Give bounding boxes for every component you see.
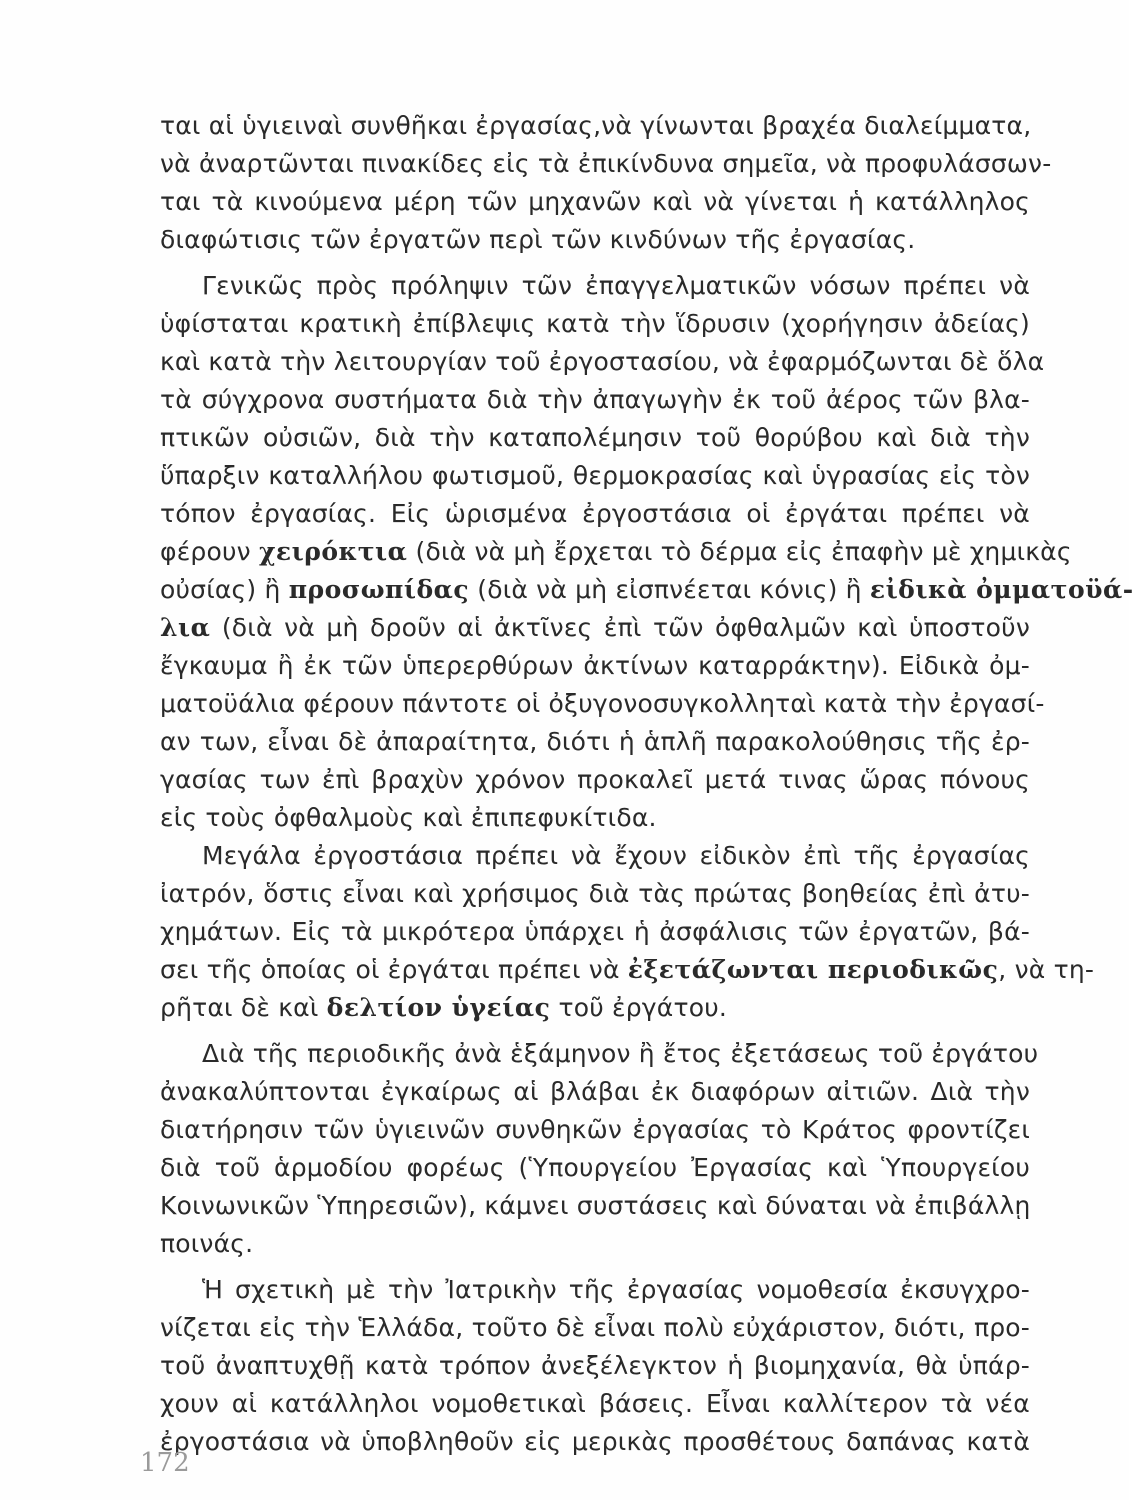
line-segment: ρῆται δὲ καὶ [160,993,327,1022]
text-line: τὰ σύγχρονα συστήματα διὰ τὴν ἀπαγωγὴν ἐκ τοῦ ἀέρος τῶν βλα- [160,385,1030,414]
text-line [160,954,1095,986]
line-segment: (διὰ νὰ μὴ ἔρχεται τὸ δέρμα εἰς ἐπαφὴν μὲ χημικὰς [407,537,1072,566]
text-line: αν των, εἶναι δὲ ἀπαραίτητα, διότι ἡ ἁπλῆ παρακολούθησις τῆς ἐρ- [160,727,1030,756]
text-line: ποινάς. [160,1229,254,1258]
text-line: ται αἱ ὑγιειναὶ συνθῆκαι ἐργασίας,νὰ γίνωνται βραχέα διαλείμματα, [160,111,1032,140]
text-line: Ἡ σχετικὴ μὲ τὴν Ἰατρικὴν τῆς ἐργασίας νομοθεσία ἐκσυγχρο- [202,1275,1030,1304]
text-line: διὰ τοῦ ἁρμοδίου φορέως (Ὑπουργείου Ἐργασίας καὶ Ὑπουργείου [160,1153,1030,1182]
text-line: ματοϋάλια φέρουν πάντοτε οἱ ὀξυγονοσυγκολληταὶ κατὰ τὴν ἐργασί- [160,689,1045,718]
text-line: Μεγάλα ἐργοστάσια πρέπει νὰ ἔχουν εἰδικὸν ἐπὶ τῆς ἐργασίας [202,841,1030,870]
emphasized-term: εἰδικὰ ὀμματοϋά- [869,575,1134,604]
line-segment: σει τῆς ὁποίας οἱ ἐργάται πρέπει νὰ [160,955,628,984]
text-line: ἰατρόν, ὅστις εἶναι καὶ χρήσιμος διὰ τὰς πρώτας βοηθείας ἐπὶ ἀτυ- [160,879,1030,908]
text-line: χουν αἱ κατάλληλοι νομοθετικαὶ βάσεις. Εἶναι καλλίτερον τὰ νέα [160,1389,1030,1418]
emphasized-term: ἐξετάζωνται περιοδικῶς [627,955,999,984]
emphasized-term: χειρόκτια [258,537,408,566]
text-line: πτικῶν οὐσιῶν, διὰ τὴν καταπολέμησιν τοῦ θορύβου καὶ διὰ τὴν [160,423,1030,452]
text-line: εἰς τοὺς ὀφθαλμοὺς καὶ ἐπιπεφυκίτιδα. [160,803,657,832]
text-line: τοῦ ἀναπτυχθῇ κατὰ τρόπον ἀνεξέλεγκτον ἡ βιομηχανία, θὰ ὑπάρ- [160,1351,1030,1380]
text-line: ἐργοστάσια νὰ ὑποβληθοῦν εἰς μερικὰς προσθέτους δαπάνας κατὰ [160,1427,1030,1456]
line-segment: φέρουν [160,537,259,566]
line-segment: , νὰ τη- [998,955,1095,984]
text-line: Γενικῶς πρὸς πρόληψιν τῶν ἐπαγγελματικῶν νόσων πρέπει νὰ [202,271,1030,300]
text-line: ται τὰ κινούμενα μέρη τῶν μηχανῶν καὶ νὰ γίνεται ἡ κατάλληλος [160,187,1030,216]
text-line [160,992,1030,1024]
emphasized-term: δελτίον ὑγείας [326,993,551,1022]
text-line: ἔγκαυμα ἢ ἐκ τῶν ὑπερερθύρων ἀκτίνων καταρράκτην). Εἰδικὰ ὀμ- [160,651,1030,680]
text-line: νὰ ἀναρτῶνται πινακίδες εἰς τὰ ἐπικίνδυνα σημεῖα, νὰ προφυλάσσων- [160,149,1052,178]
text-line: Κοινωνικῶν Ὑπηρεσιῶν), κάμνει συστάσεις καὶ δύναται νὰ ἐπιβάλλῃ [160,1191,1031,1220]
text-line: διαφώτισις τῶν ἐργατῶν περὶ τῶν κινδύνων τῆς ἐργασίας. [160,225,916,254]
text-line [160,574,1134,606]
text-line: διατήρησιν τῶν ὑγιεινῶν συνθηκῶν ἐργασίας τὸ Κράτος φροντίζει [160,1115,1030,1144]
line-segment: οὐσίας) ἢ [160,575,289,604]
page-number: 172 [140,1448,190,1478]
text-line: ἀνακαλύπτονται ἐγκαίρως αἱ βλάβαι ἐκ διαφόρων αἰτιῶν. Διὰ τὴν [160,1077,1030,1106]
line-segment: τοῦ ἐργάτου. [550,993,728,1022]
line-segment: (διὰ νὰ μὴ εἰσπνέεται κόνις) ἢ [469,575,870,604]
line-segment: (διὰ νὰ μὴ δροῦν αἱ ἀκτῖνες ἐπὶ τῶν ὀφθαλμῶν καὶ ὑποστοῦν [210,613,1030,642]
text-line: χημάτων. Εἰς τὰ μικρότερα ὑπάρχει ἡ ἀσφάλισις τῶν ἐργατῶν, βά- [160,917,1030,946]
text-line [160,612,1030,644]
text-line: ὑφίσταται κρατικὴ ἐπίβλεψις κατὰ τὴν ἵδρυσιν (χορήγησιν ἀδείας) [160,309,1030,338]
text-line: νίζεται εἰς τὴν Ἑλλάδα, τοῦτο δὲ εἶναι πολὺ εὐχάριστον, διότι, προ- [160,1313,1030,1342]
text-line: τόπον ἐργασίας. Εἰς ὡρισμένα ἐργοστάσια οἱ ἐργάται πρέπει νὰ [160,499,1030,528]
emphasized-term: προσωπίδας [288,575,470,604]
text-line: καὶ κατὰ τὴν λειτουργίαν τοῦ ἐργοστασίου, νὰ ἐφαρμόζωνται δὲ ὅλα [160,347,1045,376]
text-line: γασίας των ἐπὶ βραχὺν χρόνον προκαλεῖ μετά τινας ὥρας πόνους [160,765,1030,794]
text-line [160,536,1072,568]
text-line: ὕπαρξιν καταλλήλου φωτισμοῦ, θερμοκρασίας καὶ ὑγρασίας εἰς τὸν [160,461,1030,490]
emphasized-term: λια [160,613,211,642]
text-line: Διὰ τῆς περιοδικῆς ἀνὰ ἑξάμηνον ἢ ἔτος ἐξετάσεως τοῦ ἐργάτου [202,1039,1039,1068]
